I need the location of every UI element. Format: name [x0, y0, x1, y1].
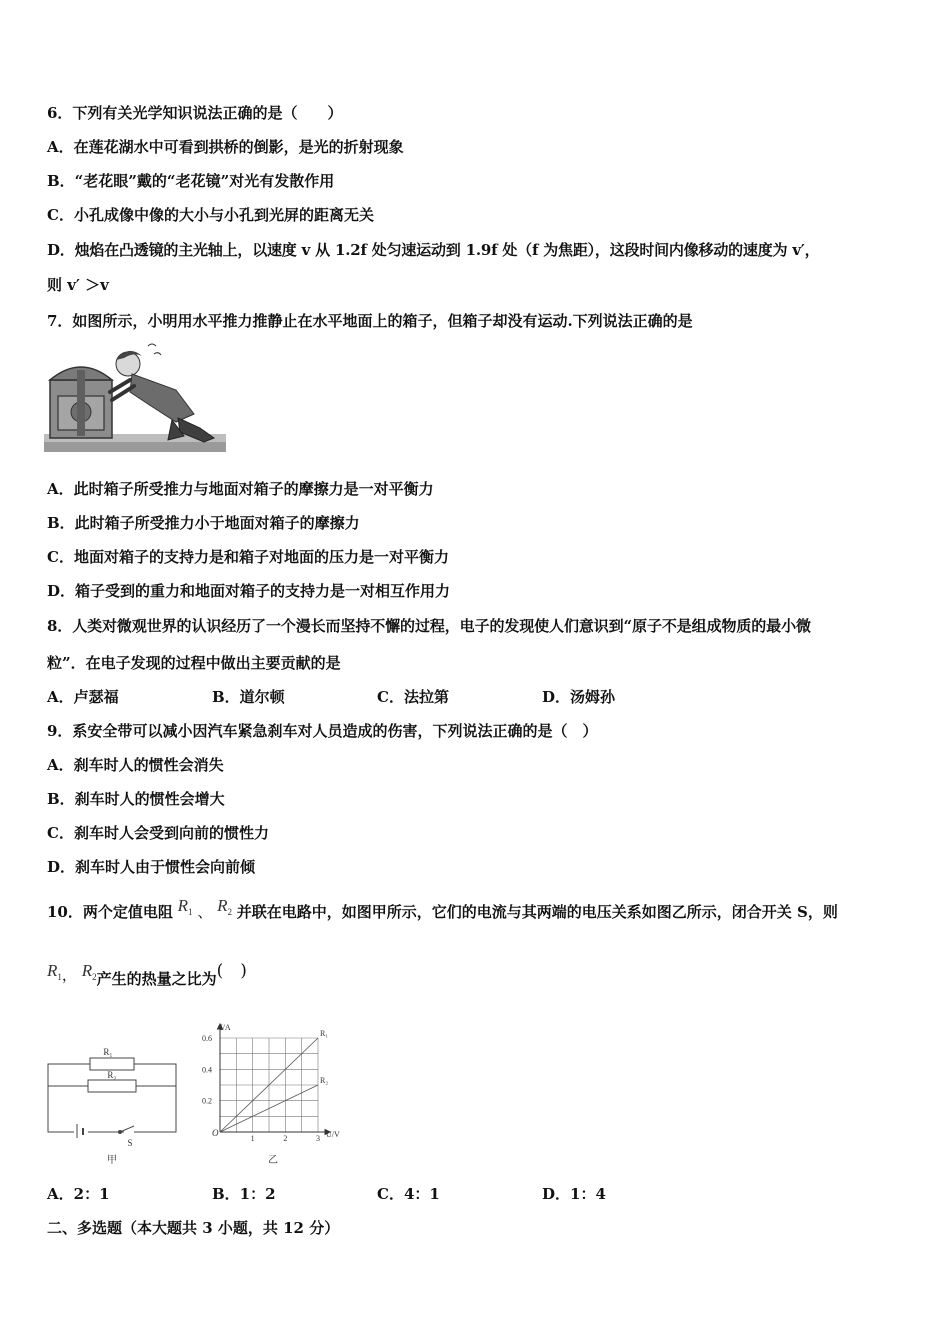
q10-line2-r2-sub: 2 [92, 972, 97, 982]
q10-line2-r1-letter: R [47, 961, 58, 980]
graph-y-tick-label: 0.2 [202, 1096, 212, 1106]
q10-option-b: B．1：2 [212, 1185, 276, 1203]
q6-option-d: D．烛焰在凸透镜的主光轴上，以速度 v 从 1.2f 处匀速运动到 1.9f 处（f 为焦距），这段时间内像移动的速度为 v′， [47, 241, 820, 259]
q6-stem: 6．下列有关光学知识说法正确的是（ ） [47, 104, 343, 122]
q8-stem: 8．人类对微观世界的认识经历了一个漫长而坚持不懈的过程，电子的发现使人们意识到“原子不是组成物质的最小微 [47, 617, 811, 635]
q10-stem-line2 [47, 962, 247, 1002]
q10-line2-paren: ( ) [216, 961, 247, 981]
section2-heading: 二、多选题（本大题共 3 小题，共 12 分） [47, 1219, 340, 1237]
circuit-diagram [44, 1040, 184, 1170]
q10-option-c: C．4：1 [377, 1185, 440, 1203]
graph-origin-label: O [212, 1128, 219, 1138]
graph-y-axis-label: I/A [220, 1023, 231, 1032]
q10-option-d: D．1：4 [542, 1185, 606, 1203]
q10-stem-rest: 并联在电路中，如图甲所示，它们的电流与其两端的电压关系如图乙所示，闭合开关 S，则 [236, 903, 838, 921]
r2-resistor [88, 1080, 136, 1092]
q10-r1-letter: R [177, 896, 189, 915]
q9-option-c: C．刹车时人会受到向前的惯性力 [47, 824, 269, 842]
circuit-caption: 甲 [107, 1155, 117, 1166]
q10-line2-r2-letter: R [81, 961, 93, 980]
q10-line2-r1 [47, 961, 62, 980]
q10-stem [47, 897, 838, 933]
q10-r1-sub: 1 [188, 907, 193, 917]
q7-option-b: B．此时箱子所受推力小于地面对箱子的摩擦力 [47, 514, 360, 532]
q8-option-c: C．法拉第 [377, 688, 449, 706]
q8-option-b: B．道尔顿 [212, 688, 285, 706]
graph-x-axis-label: U/V [326, 1130, 340, 1139]
q10-line2-r1-sub: 1 [57, 972, 62, 982]
q6-option-d-continued: 则 v′ ＞v [47, 276, 109, 294]
q10-option-a: A．2：1 [47, 1185, 110, 1203]
q6-option-a: A．在莲花湖水中可看到拱桥的倒影，是光的折射现象 [47, 138, 404, 156]
circuit-r1-label: R₁ [103, 1047, 113, 1057]
iu-graph [198, 1016, 358, 1171]
q10-r2-letter: R [217, 896, 228, 915]
q9-stem: 9．系安全带可以减小因汽车紧急刹车对人员造成的伤害，下列说法正确的是（ ） [47, 722, 598, 740]
q7-stem: 7．如图所示，小明用水平推力推静止在水平地面上的箱子，但箱子却没有运动.下列说法正确的是 [47, 312, 693, 330]
circuit-switch-label: S [127, 1138, 133, 1148]
q7-option-c: C．地面对箱子的支持力是和箱子对地面的压力是一对平衡力 [47, 548, 449, 566]
q10-r1 [178, 896, 193, 915]
q10-r2 [217, 896, 232, 915]
graph-caption: 乙 [268, 1155, 278, 1166]
q8-stem-continued: 粒”．在电子发现的过程中做出主要贡献的是 [47, 654, 341, 672]
q9-option-d: D．刹车时人由于惯性会向前倾 [47, 858, 256, 876]
q7-option-d: D．箱子受到的重力和地面对箱子的支持力是一对相互作用力 [47, 582, 451, 600]
q8-option-d: D．汤姆孙 [542, 688, 616, 706]
graph-y-tick-label: 0.6 [202, 1034, 212, 1043]
graph-x-tick-label: 2 [283, 1134, 288, 1143]
graph-series-label-1: R₁ [320, 1029, 329, 1038]
q10-line2-sep: ， [61, 966, 77, 984]
q7-option-a: A．此时箱子所受推力与地面对箱子的摩擦力是一对平衡力 [47, 480, 434, 498]
q10-line2-rest: 产生的热量之比为 [96, 970, 217, 988]
q10-line2-r2 [82, 961, 97, 980]
pushing-box-illustration [44, 340, 226, 452]
q6-option-b: B．“老花眼”戴的“老花镜”对光有发散作用 [47, 172, 335, 190]
r1-resistor [90, 1058, 134, 1070]
q10-prefix: 10．两个定值电阻 [47, 903, 173, 921]
q10-sep: 、 [197, 903, 213, 921]
q9-option-b: B．刹车时人的惯性会增大 [47, 790, 225, 808]
q10-options [47, 1184, 747, 1204]
q8-options [47, 687, 747, 707]
circuit-r2-label: R₂ [107, 1070, 117, 1080]
q9-option-a: A．刹车时人的惯性会消失 [47, 756, 224, 774]
q6-option-c: C．小孔成像中像的大小与小孔到光屏的距离无关 [47, 206, 374, 224]
graph-series-label-2: R₂ [320, 1076, 329, 1085]
graph-y-tick-label: 0.4 [202, 1065, 212, 1075]
graph-x-tick-label: 3 [316, 1134, 320, 1143]
q8-option-a: A．卢瑟福 [47, 688, 119, 706]
q10-r2-sub: 2 [227, 907, 233, 917]
graph-x-tick-label: 1 [250, 1134, 255, 1143]
